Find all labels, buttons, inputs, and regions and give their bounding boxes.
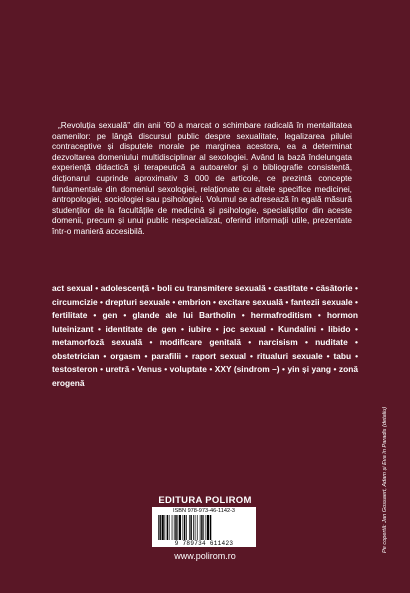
keyword: zonă erogenă bbox=[52, 364, 358, 388]
keyword: hermafroditism bbox=[250, 310, 312, 320]
keyword: yin și yang bbox=[287, 364, 332, 374]
keyword: ritualuri sexuale bbox=[256, 350, 323, 361]
keyword: parafilii bbox=[151, 350, 182, 361]
keyword: libido bbox=[328, 323, 351, 334]
book-description: „Revoluția sexuală” din anii ’60 a marcat o schimbare radicală în mentalitatea oamenilor: pe lângă discursul public despre sexualitate, legalizarea pilulei contraceptive și disputele morale pe marginea acestora, ea a determinat dezvoltarea domeniului multidisciplinar al sexologiei. Având la bază îndelungata experiență didactică și terapeutică a autoarelor și o bibliografie consistentă, dicționarul cuprinde aproximativ 3 000 de articole, ce prezintă concepte fundamentale din domeniul sexologiei, relaționate cu altele specifice medicinei, antropologiei, sociologiei sau psihologiei. Volumul se adresează în egală măsură studenților de la facultățile de medicină și psihologie, specialiștilor din aceste domenii, precum și unui public nespecializat, oferind informații utile, prezentate într-o manieră accesibilă. bbox=[52, 120, 352, 236]
keyword: Venus bbox=[137, 364, 162, 374]
cover-credit: Pe copertă: Jan Gossaert, Adam și Eva în Paradis (detaliu) bbox=[382, 406, 388, 553]
publisher-name: EDITURA POLIROM bbox=[158, 495, 252, 506]
keyword: modificare genitală bbox=[159, 337, 241, 347]
keyword: joc sexual bbox=[223, 323, 266, 334]
keyword: fantezii sexuale bbox=[290, 296, 353, 307]
keyword: XXY (sindrom –) bbox=[214, 364, 280, 374]
keyword: hormon luteinizant bbox=[52, 310, 358, 334]
keyword: iubire bbox=[188, 323, 212, 334]
keyword: adolescență bbox=[100, 283, 150, 293]
barcode-bars bbox=[158, 515, 250, 540]
keyword: gen bbox=[102, 310, 118, 320]
isbn-label: ISBN 978-973-46-1142-3 bbox=[172, 508, 236, 514]
keyword: metamorfoză sexuală bbox=[52, 337, 143, 347]
keyword: narcisism bbox=[258, 337, 298, 347]
barcode-number: 9 789734 611423 bbox=[174, 540, 234, 547]
keyword: căsătorie bbox=[315, 283, 353, 293]
keyword: excitare sexuală bbox=[218, 296, 284, 307]
keyword: orgasm bbox=[110, 350, 141, 361]
keyword: tabu bbox=[333, 350, 352, 361]
keyword: act sexual bbox=[52, 283, 93, 293]
keyword: embrion bbox=[177, 296, 211, 307]
keyword: fertilitate bbox=[52, 310, 88, 320]
keyword: identitate de gen bbox=[105, 323, 177, 334]
keyword: castitate bbox=[273, 283, 308, 293]
keyword: obstetrician bbox=[52, 350, 100, 361]
keyword: boli cu transmitere sexuală bbox=[157, 283, 266, 293]
keyword: glande ale lui Bartholin bbox=[132, 310, 236, 320]
keyword: circumcizie bbox=[52, 296, 98, 307]
keyword: voluptate bbox=[169, 364, 207, 374]
keyword: nuditate bbox=[315, 337, 348, 347]
publisher-website[interactable]: www.polirom.ro bbox=[174, 551, 236, 561]
keyword: drepturi sexuale bbox=[105, 296, 170, 307]
barcode bbox=[152, 507, 256, 547]
keyword: testosteron bbox=[52, 364, 98, 374]
keyword-list: act sexual • adolescență • boli cu transmitere sexuală • castitate • căsătorie • circumcizie • drepturi sexuale • embrion • excitare sexuală • fantezii sexuale • fertilitate • gen • glande ale lui Bartholin • hermafroditism • hormon luteinizant • identitate de gen • iubire • joc sexual • Kundalini • libido • metamorfoză sexuală • modificare genitală • narcisism • nuditate • obstetrician • orgasm • parafilii • raport sexual • ritualuri sexuale • tabu • testosteron • uretră • Venus • voluptate • XXY (sindrom –) • yin și yang • zonă erogenă bbox=[52, 283, 359, 388]
keyword: Kundalini bbox=[277, 323, 317, 334]
keyword: uretră bbox=[105, 364, 130, 374]
keyword: raport sexual bbox=[191, 350, 247, 361]
